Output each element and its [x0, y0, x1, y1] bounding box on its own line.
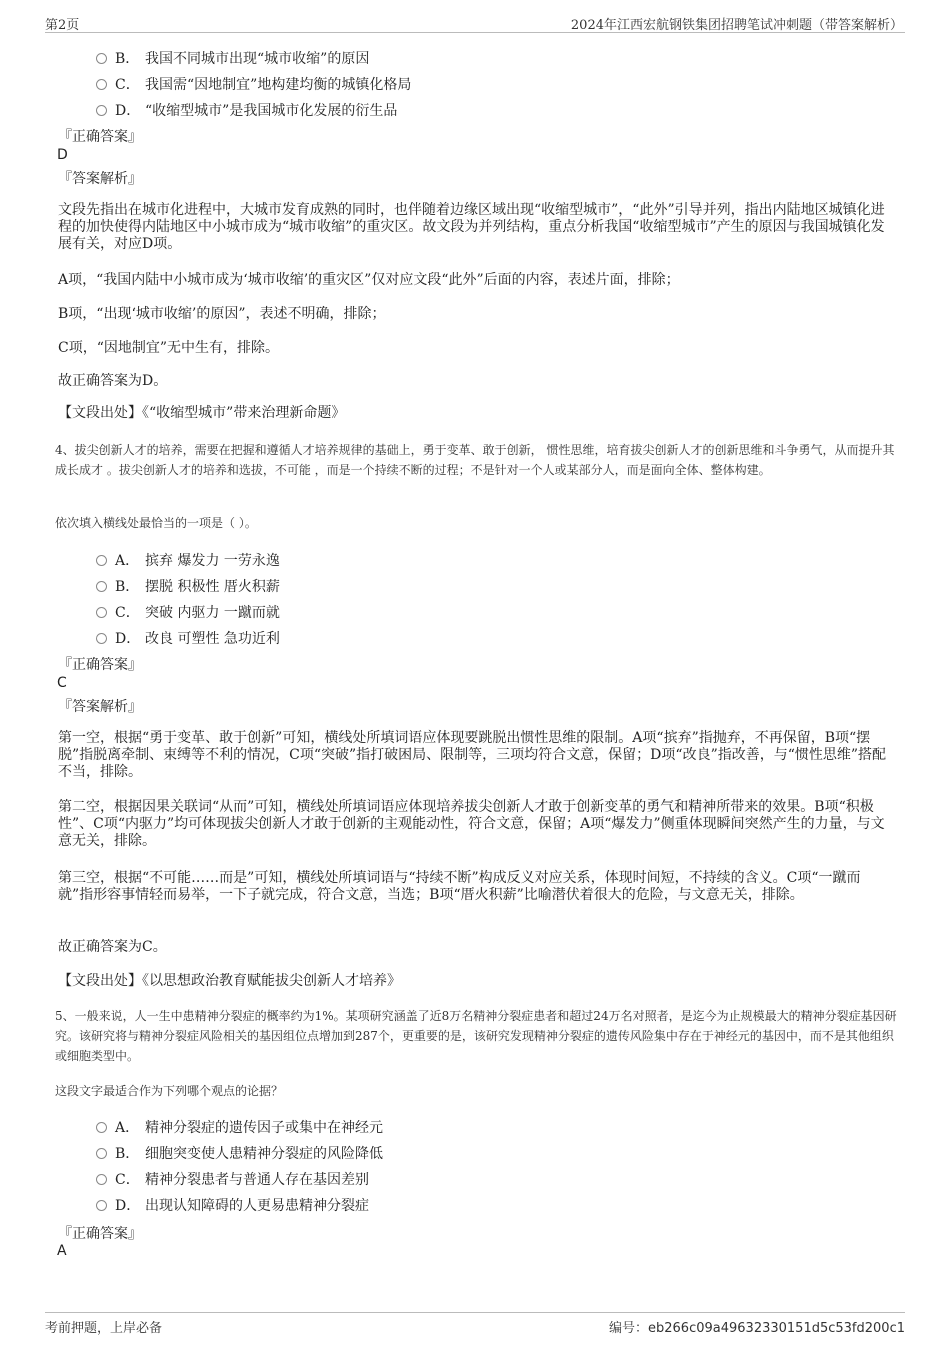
q4-option-c[interactable]: C． 突破 内驱力 一蹴而就 [96, 602, 280, 622]
q5-option-a[interactable]: A． 精神分裂症的遗传因子或集中在神经元 [96, 1117, 383, 1137]
q5-option-d[interactable]: D． 出现认知障碍的人更易患精神分裂症 [96, 1195, 369, 1215]
q4-prompt: 依次填入横线处最恰当的一项是（ ）。 [55, 516, 257, 530]
q3-option-c[interactable]: C． 我国需“因地制宜”地构建均衡的城镇化格局 [96, 74, 411, 94]
q3-analysis-p5: 故正确答案为D。 [58, 373, 168, 389]
q4-analysis-p3: 第三空，根据“不可能……而是”可知，横线处所填词语与“持续不断”构成反义对应关系，体现时间短，不持续的含义。C项“一蹴而就”指形容事情轻而易举，一下子就完成，符合文意，当选；B项“厝火积薪”比喻潜伏着很大的危险，与文意无关，排除。 [58, 870, 861, 903]
page-header [45, 12, 905, 33]
page-number: 第2页 [45, 18, 80, 33]
q4-analysis-label: 『答案解析』 [58, 699, 142, 715]
radio-icon[interactable] [96, 79, 107, 90]
q3-answer: D [57, 147, 68, 163]
page-footer [45, 1312, 905, 1335]
radio-icon[interactable] [96, 1174, 107, 1185]
q5-option-c[interactable]: C． 精神分裂患者与普通人存在基因差别 [96, 1169, 369, 1189]
q4-option-a[interactable]: A． 摈弃 爆发力 一劳永逸 [96, 550, 280, 570]
q5-answer: A [57, 1243, 67, 1259]
radio-icon[interactable] [96, 1122, 107, 1133]
radio-icon[interactable] [96, 555, 107, 566]
q3-option-d[interactable]: D． “收缩型城市”是我国城市化发展的衍生品 [96, 100, 397, 120]
q5-answer-label: 『正确答案』 [58, 1226, 142, 1242]
document-title: 2024年江西宏航钢铁集团招聘笔试冲刺题（带答案解析） [570, 18, 903, 33]
q4-answer-label: 『正确答案』 [58, 657, 142, 673]
q5-stem: 5、一般来说，人一生中患精神分裂症的概率约为1%。某项研究涵盖了近8万名精神分裂症患者和超过24万名对照者，是迄今为止规模最大的精神分裂症基因研究。该研究将与精神分裂症风险相关的基因组位点增加到287个，更重要的是，该研究发现精神分裂症的遗传风险集中存在于神经元的基因中，而不是其他组织或细胞类型中。 [55, 1009, 897, 1063]
q4-option-d[interactable]: D． 改良 可塑性 急功近利 [96, 628, 280, 648]
q3-analysis-p4: C项，“因地制宜”无中生有，排除。 [58, 340, 280, 356]
document-code: 编号：eb266c09a49632330151d5c53fd200c1 [609, 1321, 905, 1336]
q3-analysis-p2: A项，“我国内陆中小城市成为‘城市收缩’的重灾区”仅对应文段“此外”后面的内容，表述片面，排除； [58, 272, 680, 288]
q3-source: 【文段出处】《“收缩型城市”带来治理新命题》 [58, 405, 346, 421]
q4-analysis-p2: 第二空，根据因果关联词“从而”可知，横线处所填词语应体现培养拔尖创新人才敢于创新变革的勇气和精神所带来的效果。B项“积极性”、C项“内驱力”均可体现拔尖创新人才敢于创新的主观能动性，符合文意，保留；A项“爆发力”侧重体现瞬间突然产生的力量，与文意无关，排除。 [58, 799, 885, 849]
q4-option-b[interactable]: B． 摆脱 积极性 厝火积薪 [96, 576, 280, 596]
q4-stem: 4、拔尖创新人才的培养，需要在把握和遵循人才培养规律的基础上，勇于变革、敢于创新， 惯性思维，培育拔尖创新人才的创新思维和斗争勇气，从而提升其成长成才 。拔尖创新人才的培养和选拔，不可能 ，而是一个持续不断的过程；不是针对一个人或某部分人，而是面向全体、整体构建。 [55, 443, 895, 477]
q3-analysis-label: 『答案解析』 [58, 171, 142, 187]
q3-analysis-p1: 文段先指出在城市化进程中，大城市发育成熟的同时，也伴随着边缘区域出现“收缩型城市”，“此外”引导并列，指出内陆地区城镇化进程的加快使得内陆地区中小城市成为“城市收缩”的重灾区。故文段为并列结构，重点分析我国“收缩型城市”产生的原因与我国城镇化发展有关，对应D项。 [58, 202, 885, 252]
footer-slogan: 考前押题，上岸必备 [45, 1321, 163, 1336]
q3-answer-label: 『正确答案』 [58, 129, 142, 145]
q5-prompt: 这段文字最适合作为下列哪个观点的论据？ [55, 1084, 284, 1098]
q4-analysis-p4: 故正确答案为C。 [58, 939, 167, 955]
q4-analysis-p1: 第一空，根据“勇于变革、敢于创新”可知，横线处所填词语应体现要跳脱出惯性思维的限制。A项“摈弃”指抛弃，不再保留，B项“摆脱”指脱离牵制、束缚等不利的情况，C项“突破”指打破困局、限制等，三项均符合文意，保留；D项“改良”指改善，与“惯性思维”搭配不当，排除。 [58, 730, 887, 780]
q5-option-b[interactable]: B． 细胞突变使人患精神分裂症的风险降低 [96, 1143, 383, 1163]
q3-option-b[interactable]: B． 我国不同城市出现“城市收缩”的原因 [96, 48, 369, 68]
q3-analysis-p3: B项，“出现‘城市收缩’的原因”，表述不明确，排除； [58, 306, 386, 322]
radio-icon[interactable] [96, 607, 107, 618]
radio-icon[interactable] [96, 1200, 107, 1211]
q4-answer: C [57, 675, 67, 691]
radio-icon[interactable] [96, 105, 107, 116]
q4-source: 【文段出处】《以思想政治教育赋能拔尖创新人才培养》 [58, 973, 401, 989]
radio-icon[interactable] [96, 1148, 107, 1159]
radio-icon[interactable] [96, 53, 107, 64]
radio-icon[interactable] [96, 633, 107, 644]
radio-icon[interactable] [96, 581, 107, 592]
